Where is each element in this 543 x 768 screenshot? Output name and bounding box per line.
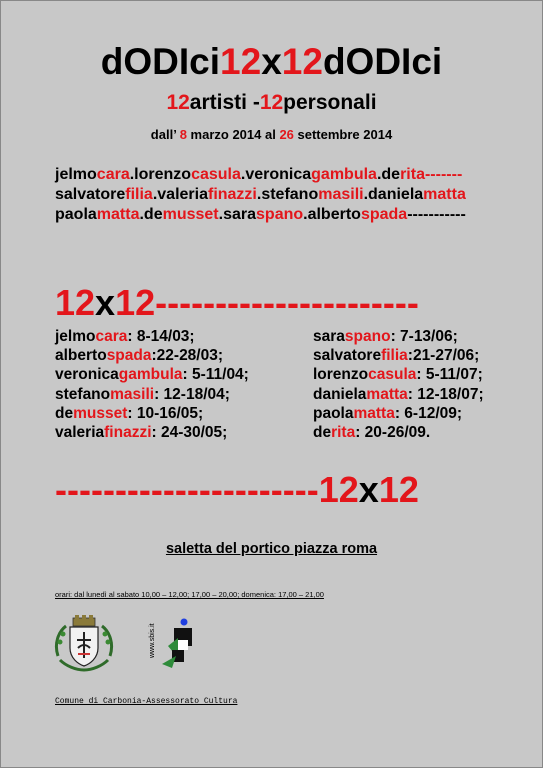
- schedule-row: [55, 327, 249, 346]
- schedule-dates: : 6-12/09;: [394, 404, 463, 422]
- opening-hours: orari: dal lunedì al sabato 10,00 – 12,00; 17,00 – 20,00; domenica: 17,00 – 21,00: [55, 590, 324, 599]
- schedule-first: jelmo: [55, 328, 96, 345]
- artist-name-part: .sara: [218, 206, 257, 223]
- schedule-first: de: [313, 424, 332, 442]
- schedule-row: [55, 365, 249, 384]
- artist-name-part: rita: [400, 166, 425, 183]
- schedule-dates: : 8-14/03;: [127, 328, 195, 345]
- venue: saletta del portico piazza roma: [165, 541, 378, 557]
- schedule-first: alberto: [55, 347, 107, 365]
- schedule-dates: : 5-11/04;: [182, 366, 249, 384]
- banner-part: 12: [115, 282, 156, 323]
- banner-part: x: [358, 469, 379, 510]
- dates-part: dall’: [150, 127, 180, 142]
- banner-part: x: [95, 282, 116, 323]
- schedule-first: salvatore: [313, 347, 382, 365]
- dates-part: 8: [179, 127, 187, 142]
- artist-name-part: matta: [96, 206, 140, 223]
- artist-name-part: .veronica: [240, 166, 312, 183]
- schedule-last: masili: [110, 385, 155, 403]
- artist-name-part: .daniela: [363, 186, 424, 203]
- title-part: dODIci: [322, 41, 443, 82]
- schedule-first: daniela: [313, 385, 367, 403]
- schedule-row: [55, 404, 249, 423]
- schedule-first: stefano: [55, 385, 111, 403]
- schedule-dates: :21-27/06;: [407, 347, 480, 365]
- schedule-last: spano: [344, 328, 391, 345]
- dates-part: 26: [279, 127, 294, 142]
- banner-part: 12: [378, 469, 419, 510]
- schedule-row: [55, 423, 249, 442]
- footer-credit: Comune di Carbonia-Assessorato Cultura: [55, 697, 238, 706]
- carbonia-crest-icon: [52, 614, 116, 674]
- schedule-dates: : 7-13/06;: [390, 328, 458, 345]
- banner-part: 12: [55, 282, 96, 323]
- artist-name-part: jelmo: [55, 166, 97, 183]
- poster-title: [0, 40, 543, 84]
- schedule-last: filia: [381, 347, 408, 365]
- schedule-last: finazzi: [104, 424, 152, 442]
- schedule-row: [313, 385, 484, 404]
- subtitle-part: artisti -: [189, 91, 260, 114]
- schedule-row: [313, 327, 484, 346]
- artist-name-part: -------: [424, 166, 463, 183]
- sbis-logo-text: www.sbis.it: [149, 623, 156, 658]
- schedule-last: matta: [366, 385, 408, 403]
- artist-name-part: gambula: [311, 166, 377, 183]
- schedule-first: paola: [313, 404, 354, 422]
- schedule-first: valeria: [55, 424, 105, 442]
- schedule-last: matta: [353, 404, 395, 422]
- artist-name-part: .de: [139, 206, 163, 223]
- title-part: 12: [281, 41, 323, 82]
- dates-part: settembre 2014: [293, 127, 393, 142]
- artists-line: [55, 205, 535, 225]
- schedule-dates: :22-28/03;: [151, 347, 224, 365]
- schedule-row: [313, 423, 484, 442]
- schedule-row: [313, 346, 484, 365]
- banner-part: ----------------------: [155, 282, 419, 323]
- subtitle-part: 12: [259, 91, 284, 114]
- subtitle-part: 12: [166, 91, 190, 114]
- schedule-last: gambula: [118, 366, 183, 384]
- banner-part: ----------------------: [55, 469, 319, 510]
- schedule-first: sara: [313, 328, 345, 345]
- artist-name-part: .valeria: [152, 186, 208, 203]
- artist-name-part: .de: [376, 166, 401, 183]
- artists-line: [55, 165, 535, 185]
- schedule-row: [313, 365, 484, 384]
- schedule-dates: : 5-11/07;: [416, 366, 483, 384]
- artist-name-part: finazzi: [207, 186, 257, 203]
- artist-name-part: musset: [162, 206, 219, 223]
- schedule-last: casula: [368, 366, 417, 384]
- artist-name-part: matta: [423, 186, 466, 203]
- banner-bottom: [55, 470, 419, 510]
- schedule-dates: : 10-16/05;: [127, 404, 204, 422]
- banner-top: [55, 283, 419, 323]
- artist-name-part: spano: [256, 206, 304, 223]
- artist-name-part: cara: [96, 166, 130, 183]
- artist-name-part: .stefano: [256, 186, 319, 203]
- poster-subtitle: [0, 90, 543, 116]
- schedule-row: [55, 385, 249, 404]
- schedule-first: veronica: [55, 366, 119, 384]
- subtitle-part: personali: [283, 91, 377, 114]
- artists-line: [55, 185, 535, 205]
- schedule-row: [313, 404, 484, 423]
- title-part: dODIci: [100, 41, 221, 82]
- artist-name-part: salvatore: [55, 186, 126, 203]
- schedule-last: spada: [106, 347, 152, 365]
- artist-name-part: masili: [318, 186, 364, 203]
- artist-name-part: -----------: [407, 206, 466, 223]
- dates-part: marzo 2014 al: [186, 127, 280, 142]
- schedule-dates: : 20-26/09.: [355, 424, 431, 442]
- artist-name-part: paola: [55, 206, 97, 223]
- exhibition-dates: [0, 127, 543, 143]
- schedule-dates: : 24-30/05;: [151, 424, 228, 442]
- artist-name-part: spada: [360, 206, 408, 223]
- schedule-last: musset: [73, 404, 128, 422]
- title-part: x: [261, 41, 282, 82]
- schedule-first: de: [55, 404, 74, 422]
- sbis-logo-icon: [148, 618, 196, 670]
- schedule-right-column: [313, 327, 484, 442]
- schedule-left-column: [55, 327, 249, 442]
- schedule-last: cara: [95, 328, 128, 345]
- schedule-dates: : 12-18/04;: [154, 385, 230, 403]
- schedule-dates: : 12-18/07;: [407, 385, 484, 403]
- artist-name-part: filia: [125, 186, 153, 203]
- schedule-last: rita: [331, 424, 356, 442]
- artist-name-part: .alberto: [303, 206, 361, 223]
- artist-name-part: casula: [191, 166, 241, 183]
- schedule-first: lorenzo: [313, 366, 369, 384]
- schedule-row: [55, 346, 249, 365]
- artist-name-part: .lorenzo: [129, 166, 192, 183]
- title-part: 12: [220, 41, 262, 82]
- artists-list: [55, 165, 535, 225]
- banner-part: 12: [318, 469, 359, 510]
